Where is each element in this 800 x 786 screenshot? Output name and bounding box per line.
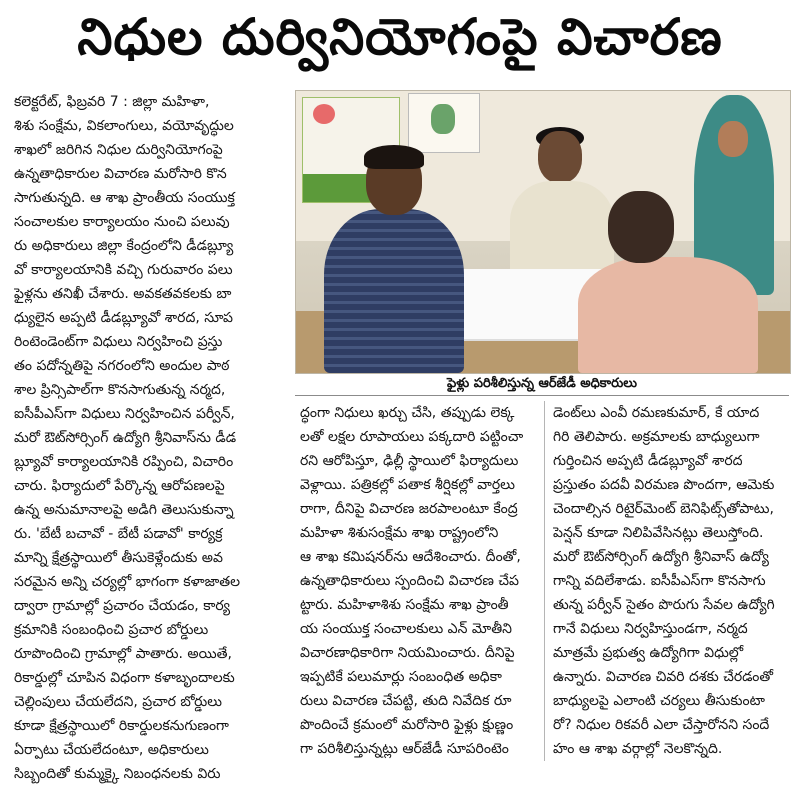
- article-line: ద్వారా గ్రామాల్లో ప్రచారం చేయడం, కార్య: [14, 598, 231, 614]
- article-line: చారు. ఫిర్యాదులో పేర్కొన్న ఆరోపణలపై: [14, 478, 225, 494]
- article-column-2: [300, 401, 538, 761]
- article-line: గా పరిశీలిస్తున్నట్లు ఆర్‌జేడీ సూపరింటెం: [300, 741, 509, 757]
- article-line: క్రమానికి సంబంధించి ప్రచార బోర్డులు: [14, 622, 209, 638]
- article-line: గానే విధులు నిర్వహిస్తుండగా, నర్మద: [553, 621, 748, 637]
- official-body: [324, 209, 464, 373]
- foreground-body: [578, 257, 758, 373]
- article-line: బాధ్యులపై ఎలాంటి చర్యలు తీసుకుంటా: [553, 693, 765, 709]
- article-line: రులు విచారణ చేపట్టి, తుది నివేదిక రూ: [300, 693, 512, 709]
- article-line: ఉన్నారు. విచారణ చివరి దశకు చేరడంతో: [553, 669, 774, 685]
- article-line: మహిళా శిశుసంక్షేమ శాఖ రాష్ట్రంలోని: [300, 525, 499, 541]
- article-line: ప్రస్తుతం పదవీ విరమణ పొందగా, ఆమెకు: [553, 477, 775, 493]
- article-line: శాల ప్రిన్సిపాల్‌గా కొనసాగుతున్న నర్మద,: [14, 382, 226, 398]
- article-line: పెన్షన్‌ కూడా నిలిపివేసినట్లు తెలుస్తోంది.: [553, 525, 764, 541]
- article-line: కలెక్టరేట్‌, ఫిబ్రవరి 7 : జిల్లా మహిళా,: [14, 94, 210, 110]
- caption-rule: [295, 395, 789, 396]
- article-line: లతో లక్షల రూపాయలు పక్కదారి పట్టించా: [300, 429, 524, 445]
- article-line: చెల్లింపులు చేయలేదని, ప్రచార బోర్డులు: [14, 694, 223, 710]
- article-line: సాగుతున్నది. ఆ శాఖ ప్రాంతీయ సంయుక్త: [14, 190, 235, 206]
- article-line: శిశు సంక్షేమ, వికలాంగులు, వయోవృద్ధుల: [14, 118, 234, 134]
- article-line: ఉన్నతాధికారుల విచారణ మరోసారి కొన: [14, 166, 227, 182]
- article-line: య సంయుక్త సంచాలకులు ఎన్‌ మోతీని: [300, 621, 512, 637]
- article-line: వో కార్యాలయానికి వచ్చి గురువారం పలు: [14, 262, 233, 278]
- article-line: రికార్డుల్లో చూపిన విధంగా కళాబృందాలకు: [14, 670, 235, 686]
- article-line: ఉన్నతాధికారులు స్పందించి విచారణ చేప: [300, 573, 519, 589]
- article-line: రింటెండెంట్‌గా విధులు నిర్వహించి ప్రస్తు: [14, 334, 223, 350]
- article-line: సిబ్బందితో కుమ్మక్కై నిబంధనలకు విరు: [14, 766, 221, 782]
- article-line: హం ఆ శాఖ వర్గాల్లో నెలకొన్నది.: [553, 741, 723, 757]
- article-line: రు. 'బేటీ బచావో - బేటీ పడావో' కార్యక్ర: [14, 526, 223, 542]
- article-line: చెందాల్సిన రిటైర్‌మెంట్‌ బెనిఫిట్స్‌తోపాటు,: [553, 501, 774, 517]
- column-divider: [544, 401, 545, 761]
- article-line: శాఖలో జరిగిన నిధుల దుర్వినియోగంపై: [14, 142, 223, 158]
- article-line: గుర్తించిన అప్పటి డీడబ్ల్యూవో శారద: [553, 453, 743, 469]
- article-line: ధ్యులైన అప్పటి డీడబ్ల్యూవో శారద, సూప: [14, 310, 233, 326]
- article-line: రూపొందించి గ్రామాల్లో పాతారు. అయితే,: [14, 646, 232, 662]
- poster-logo-icon: [313, 104, 335, 124]
- article-line: ఇప్పటికే పలుమార్లు సంబంధిత అధికా: [300, 669, 502, 685]
- article-line: మాన్ని క్షేత్రస్థాయిలో తీసుకెళ్లేందుకు అవ: [14, 550, 223, 566]
- article-line: ఆ శాఖ కమిషనర్‌ను ఆదేశించారు. దీంతో,: [300, 549, 521, 565]
- article-line: మరో ఔట్‌సోర్సింగ్‌ ఉద్యోగి శ్రీనివాస్‌ ఉద్యో: [553, 549, 769, 565]
- article-line: రని ఆరోపిస్తూ, ఢిల్లీ స్థాయిలో ఫిర్యాదులు: [300, 453, 519, 469]
- photo-caption: ఫైళ్లు పరిశీలిస్తున్న ఆర్‌జేడీ అధికారులు: [447, 376, 637, 391]
- article-line: తున్న పర్వీన్‌ సైతం పొరుగు సేవల ఉద్యోగి: [553, 597, 775, 613]
- article-line: ఏర్పాటు చేయలేదంటూ, అధికారులు: [14, 742, 209, 758]
- person-head: [538, 131, 582, 183]
- article-line: ఐసీపీఎస్‌గా విధులు నిర్వహించిన పర్వీన్‌,: [14, 406, 235, 422]
- headline: నిధుల దుర్వినియోగంపై విచారణ: [77, 7, 723, 66]
- article-line: తం పదోన్నతిపై నగరంలోని అందుల పాఠ: [14, 358, 230, 374]
- article-line: గిరి తెలిపారు. అక్రమాలకు బాధ్యులుగా: [553, 429, 760, 445]
- article-line: రు అధికారులు జిల్లా కేంద్రంలోని డీడబ్ల్యూ: [14, 238, 234, 254]
- article-line: రో? నిధుల రికవరీ ఎలా చేస్తారోనని సందే: [553, 717, 770, 733]
- poster-art-icon: [431, 104, 455, 134]
- article-line: సంచాలకుల కార్యాలయం నుంచి పలువు: [14, 214, 230, 230]
- wall-poster: [408, 93, 480, 153]
- article-line: ఉన్న అనుమానాలపై అడిగి తెలుసుకున్నా: [14, 502, 234, 518]
- article-line: విచారణాధికారిగా నియమించారు. దీనిపై: [300, 645, 515, 661]
- article-line: రాగా, దీనిపై విచారణ జరపాలంటూ కేంద్ర: [300, 501, 518, 517]
- article-column-1: [14, 90, 286, 786]
- photo-official: [314, 149, 464, 373]
- news-photo: [295, 90, 791, 374]
- article-line: మరో ఔట్‌సోర్సింగ్‌ ఉద్యోగి శ్రీనివాస్‌ను డీడ: [14, 430, 237, 446]
- article-line: ట్టారు. మహిళాశిశు సంక్షేమ శాఖ ప్రాంతీ: [300, 597, 509, 613]
- article-line: వెళ్లాయి. పత్రికల్లో పతాక శీర్షికల్లో వార్తలు: [300, 477, 515, 493]
- article-line: ద్ధంగా నిధులు ఖర్చు చేసి, తప్పుడు లెక్క: [300, 405, 515, 421]
- article-line: మాత్రమే ప్రభుత్వ ఉద్యోగిగా విధుల్లో: [553, 645, 744, 661]
- article-line: బ్ల్యూవో కార్యాలయానికి రప్పించి, విచారిం: [14, 454, 234, 470]
- article-line: సరమైన అన్ని చర్యల్లో భాగంగా కళాజాతల: [14, 574, 241, 590]
- person-face: [718, 121, 748, 157]
- official-hair: [364, 145, 424, 169]
- article-column-3: [553, 401, 791, 761]
- article-line: కూడా క్షేత్రస్థాయిలో రికార్డులకనుగుణంగా: [14, 718, 229, 734]
- article-line: పొందించే క్రమంలో మరోసారి ఫైళ్లు క్షుణ్ణం: [300, 717, 514, 733]
- article-line: డెంట్‌లు ఎంవీ రమణకుమార్‌, కే యాద: [553, 405, 760, 421]
- photo-person-foreground: [558, 191, 758, 373]
- article-line: ఫైళ్లను తనిఖీ చేశారు. అవకతవకలకు బా: [14, 286, 232, 302]
- article-line: గాన్ని వదిలేశాడు. ఐసీపీఎస్‌గా కొనసాగు: [553, 573, 766, 589]
- foreground-head: [608, 191, 674, 263]
